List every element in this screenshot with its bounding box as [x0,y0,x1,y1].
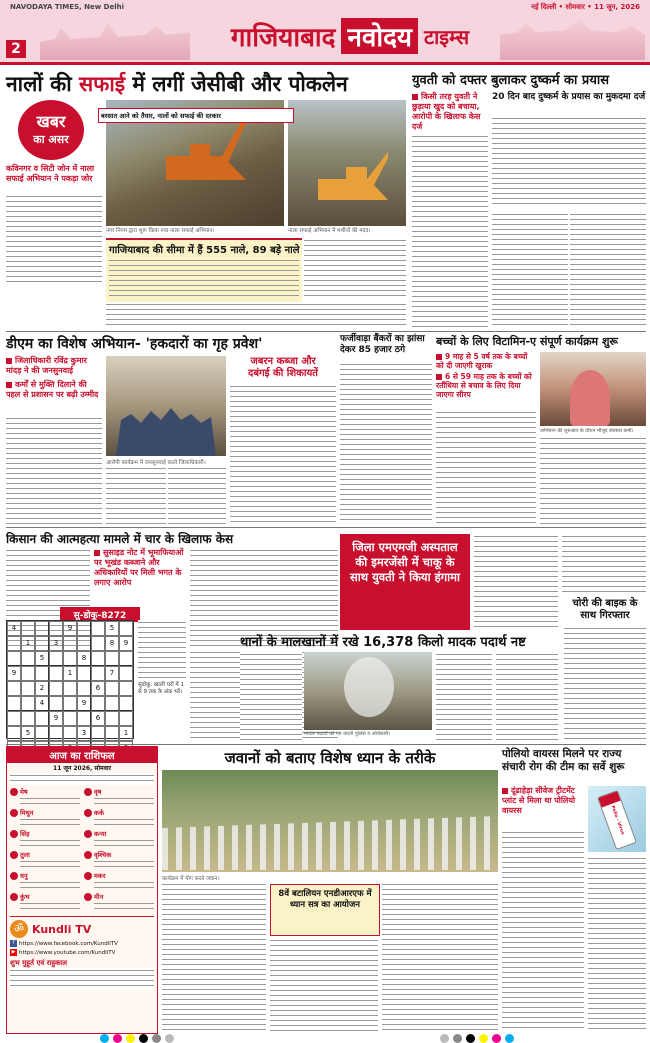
sudoku-cell: 5 [105,621,119,636]
drugs-body-1 [240,652,302,742]
sign-name: मेष [20,788,28,796]
zodiac-icon [10,788,18,796]
sudoku-side-text [138,620,186,680]
sudoku-cell [119,681,133,696]
sign-name: तुला [20,851,30,859]
sudoku-cell [119,666,133,681]
sign-text [20,880,80,890]
muhurat-title: शुभ मुहूर्त एवं राहुकाल [10,959,67,967]
sudoku-cell [35,636,49,651]
sudoku-cell [77,666,91,681]
sudoku-cell [7,696,21,711]
masthead [0,0,650,62]
dm-body-3 [168,466,226,524]
horoscope-sign [84,871,154,890]
sudoku-cell: 3 [49,636,63,651]
sudoku-cell [7,711,21,726]
right-top-headline: युवती को दफ्तर बुलाकर दुष्कर्म का प्रयास [412,73,610,88]
sudoku-cell [21,621,35,636]
sudoku-cell [35,666,49,681]
sign-text [20,817,80,827]
sudoku-cell: 4 [7,621,21,636]
photo-caption-2: नाला सफाई अभियान में मशीनों की मदद। [288,228,371,234]
drugs-headline: थानों के मालखानों में रखे 16,378 किलो मादक पदार्थ नष्ट [240,635,526,650]
sudoku-cell [21,681,35,696]
dm-photo [106,356,226,456]
sudoku-cell [35,711,49,726]
sudoku-cell [49,666,63,681]
zodiac-icon [84,851,92,859]
sudoku-cell: 6 [91,681,105,696]
sign-text [20,859,80,869]
badge-line2: का असर [33,133,69,146]
sudoku-cell: 5 [35,651,49,666]
sudoku-cell [35,726,49,741]
hospital-headline: जिला एमएमजी अस्पताल की इमरजेंसी में चाकू के साथ युवती ने किया हंगामा [350,540,460,584]
horoscope-sign [10,787,80,806]
vitamin-caption: अभियान की शुरुआत के दौरान मौजूद स्वास्थ्य कर्मी। [540,428,634,434]
sudoku-cell [77,621,91,636]
sudoku-cell [119,696,133,711]
sudoku-cell: 3 [77,726,91,741]
sign-name: कुंभ [20,893,30,901]
zodiac-icon [84,809,92,817]
sudoku-cell [77,636,91,651]
bullet-square [412,94,418,100]
sudoku-cell [91,636,105,651]
footer-color-dots [100,1034,174,1043]
right-sub-headline: 20 दिन बाद दुष्कर्म के प्रयास का मुकदमा दर्ज [492,92,646,102]
inset-caption: बरसात आने को तैयार, नालों को सफाई की दरकार [98,108,294,123]
vitamin-body-2 [540,436,646,524]
horoscope-sign [10,850,80,869]
sudoku-cell [119,651,133,666]
vial-label: Polio - Virus [609,805,625,836]
sudoku-cell [49,621,63,636]
lead-body-3 [106,302,406,328]
lead-photo-right [101,100,406,226]
sudoku-cell: 8 [77,651,91,666]
fake-bank-headline: फर्जीवाड़ा बैंकरों का झांसा देकर 85 हजार ठगे [340,334,425,355]
sudoku-cell: 9 [7,666,21,681]
sign-text [94,901,154,911]
bullet-square [436,354,442,360]
drugs-body-2 [436,652,492,742]
sign-name: वृष [94,788,102,796]
ndrf-title: 8वें बटालियन एनडीआरएफ में ध्यान सत्र का आयोजन [278,889,372,910]
sudoku-grid [6,620,134,739]
sudoku-cell [91,621,105,636]
sudoku-cell [63,681,77,696]
dm-body-2 [106,466,166,524]
yoga-rows [162,810,498,870]
zodiac-icon [10,851,18,859]
bullet-square [94,550,100,556]
pokeland-shape [318,140,388,200]
page-number: 2 [6,40,26,58]
bike-headline: चोरी की बाइक के साथ गिरफ्तार [572,598,638,621]
sudoku-cell: 9 [119,636,133,651]
youtube-icon: ▶ [11,949,16,955]
masthead-rule [0,62,650,65]
zodiac-icon [10,872,18,880]
footer-color-dots-right [440,1034,514,1043]
sudoku-cell: 1 [63,666,77,681]
masthead-title [190,14,510,58]
bullet-square [6,358,12,364]
vitamin-bullet-2: 6 से 59 माह तक के बच्चों को रतौंधिया से बचाव के लिए दिया जाएगा सीरप [436,372,532,399]
sudoku-cell [7,726,21,741]
vitamin-bullet-1: 9 माह से 5 वर्ष तक के बच्चों को दी जाएगी खुराक [436,352,528,370]
sudoku-cell [21,666,35,681]
sudoku-cell [77,681,91,696]
sudoku-cell [105,681,119,696]
lead-headline: नालों की सफाई में लगीं जेसीबी और पोकलेन [6,72,348,96]
ndrf-box [270,884,380,936]
sign-name: वृश्चिक [94,851,112,859]
sudoku-cell: 9 [63,621,77,636]
sudoku-cell [105,696,119,711]
farmer-bullet: सुसाइड नोट में भूमाफियाओं पर भूखंड कब्जाने और अधिकारियों पर मिली भगत के लगाए आरोप [94,548,184,587]
bullet-square [436,374,442,380]
sudoku-cell [63,696,77,711]
horoscope-sign [84,829,154,848]
dm-mid-body [230,384,336,524]
box-story-body [109,258,299,298]
soldiers-photo [162,770,498,872]
sudoku-cell [49,651,63,666]
soldiers-headline: जवानों को बताए विशेष ध्यान के तरीके [224,749,436,767]
sudoku-cell [119,621,133,636]
drugs-caption: मादक पदार्थों को नष्ट करती पुलिस व अधिकारी। [304,731,391,737]
sudoku-cell: 5 [21,726,35,741]
polio-bullet: दूंढाहेड़ा सीवेज ट्रीटमेंट प्लांट से मिला था पोलियो वायरस [502,786,576,815]
right-body-1 [412,134,488,328]
horoscope-date: 11 जून 2026, सोमवार [53,765,111,772]
bullet-square [6,382,12,388]
soldiers-body-1 [162,882,266,1032]
polio-photo [588,786,646,852]
sign-text [20,796,80,806]
sign-text [94,859,154,869]
kundli-brand [10,916,154,938]
right-sub-body [492,116,646,206]
box-story [106,238,302,302]
sign-text [94,796,154,806]
photo-caption-1: नगर निगम द्वारा शुरू किया गया नाला सफाई अभियान। [106,228,215,234]
facebook-icon: f [10,940,17,947]
soldiers-caption: कार्यक्रम में योग करते जवान। [162,876,220,882]
sudoku-cell: 1 [119,726,133,741]
right-body-2 [492,212,568,328]
horoscope-sign [10,871,80,890]
sudoku-cell [21,651,35,666]
bullet-square [502,788,508,794]
dm-bullet-2: कर्मों से मुक्ति दिलाने की पहल से प्रशासन पर बढ़ी उम्मीद [6,380,99,399]
sudoku-cell [105,726,119,741]
sudoku-cell: 1 [21,636,35,651]
horoscope-sign [10,808,80,827]
youtube-link[interactable]: ▶ https://www.youtube.com/KundliTV [11,949,116,956]
sign-name: कन्या [94,830,107,838]
zodiac-icon [10,830,18,838]
zodiac-icon [10,809,18,817]
sudoku-cell [91,666,105,681]
horoscope-sign [10,829,80,848]
sudoku-cell: 9 [49,711,63,726]
sudoku-cell: 4 [35,696,49,711]
farmer-headline: किसान की आत्महत्या मामले में चार के खिलाफ केस [6,532,234,546]
zodiac-icon [84,872,92,880]
lead-body [6,194,102,284]
zodiac-icon [84,830,92,838]
sudoku-cell [7,636,21,651]
sudoku-cell [49,696,63,711]
soldiers-body-2 [270,938,378,1032]
people-shape [116,396,216,456]
muhurat-body [10,968,154,990]
zodiac-icon [84,893,92,901]
sign-name: मकर [94,872,106,880]
sign-name: मीन [94,893,104,901]
sudoku-cell [7,681,21,696]
khabar-badge [18,100,84,160]
sudoku-instruction: सुडोकू: खाली घरों में 1 से 9 तक के अंक भरें। [138,682,184,695]
child-shape [570,370,610,426]
drugs-photo [304,652,432,730]
excavator-shape [166,120,246,180]
vitamin-body-1 [436,410,536,524]
sudoku-cell: 9 [77,696,91,711]
sudoku-cell [21,711,35,726]
horoscope-lines [10,773,154,785]
sudoku-cell: 6 [91,711,105,726]
sudoku-cell [63,651,77,666]
om-icon: ॐ [10,920,28,938]
horoscope-signs [7,785,157,913]
horoscope-panel [6,746,158,1034]
sudoku-cell: 7 [105,666,119,681]
hospital-body-1 [474,534,558,630]
sign-name: सिंह [20,830,30,838]
dm-photo-caption: आरोपी कार्यक्रम में जनसुनवाई करते जिलाधिकारी। [106,460,206,466]
lead-body-2 [304,238,406,300]
bike-body [564,626,646,742]
brand-name: Kundli TV [32,922,92,936]
horoscope-sign [84,808,154,827]
vitamin-photo [540,352,646,426]
dm-bullet-1: जिलाधिकारी रविंद्र कुमार मांदड़ ने की जनसुनवाई [6,356,87,375]
hospital-box [340,534,470,630]
vitamin-headline: बच्चों के लिए विटामिन-ए संपूर्ण कार्यक्रम शुरू [436,335,618,348]
box-story-headline: गाजियाबाद की सीमा में हैं 555 नाले, 89 बड़े नाले [109,245,300,256]
hospital-body-2 [562,534,646,594]
edition-label: NAVODAYA TIMES, New Delhi [10,3,124,11]
sudoku-cell [91,726,105,741]
polio-body-1 [502,830,584,1032]
sign-name: कर्क [94,809,104,817]
sign-name: मिथुन [20,809,34,817]
sudoku-cell: 2 [35,681,49,696]
sudoku-label: सु-डोकू-8272 [60,607,140,622]
sudoku-cell [35,621,49,636]
date-line: नई दिल्ली • सोमवार • 11 जून, 2026 [531,3,640,11]
right-body-3 [570,212,646,328]
horoscope-sign [84,892,154,911]
dm-mid-headline: जबरन कब्जा और दबंगई की शिकायतें [248,356,318,379]
zodiac-icon [10,893,18,901]
sudoku-cell [77,711,91,726]
soldiers-body-3 [382,882,498,1032]
sudoku-cell [119,711,133,726]
horoscope-title: आज का राशिफल [7,747,157,763]
dm-body-1 [6,416,102,524]
sudoku-cell [63,636,77,651]
sign-text [20,838,80,848]
sudoku-cell [91,651,105,666]
masthead-brand: नवोदय [341,18,418,54]
smoke-shape [344,657,394,717]
masthead-city: गाजियाबाद [230,23,336,53]
sudoku-cell [21,696,35,711]
badge-line1: खबर [36,112,66,131]
polio-headline: पोलियो वायरस मिलने पर राज्य संचारी रोग की टीम का सर्वे शुरू [502,748,625,773]
sign-text [94,838,154,848]
sudoku-cell [63,726,77,741]
vial-icon [597,790,637,850]
masthead-suffix: टाइम्स [424,24,470,49]
polio-body-2 [588,856,646,1032]
sudoku-cell: 8 [105,636,119,651]
horoscope-sign [84,787,154,806]
sign-text [20,901,80,911]
sudoku-cell [7,651,21,666]
zodiac-icon [84,788,92,796]
dm-headline: डीएम का विशेष अभियान- 'हकदारों का गृह प्रवेश' [6,336,263,352]
divider-3 [6,744,646,745]
horoscope-sign [10,892,80,911]
lead-kicker: कविनगर व सिटी जोन में नाला सफाई अभियान ने पकड़ा जोर [6,164,95,183]
horoscope-sign [84,850,154,869]
facebook-link[interactable]: f https://www.facebook.com/KundliTV [10,940,154,947]
sudoku-cell [91,696,105,711]
sign-name: धनु [20,872,28,880]
skyline-left [40,14,190,60]
divider-1 [6,331,646,332]
sudoku-cell [49,681,63,696]
sudoku-cell [49,726,63,741]
sudoku-cell [105,711,119,726]
divider-2 [6,527,646,528]
right-sub-bullet: किसी तरह युवती ने छुड़ाया खुद को बचाया, आरोपी के खिलाफ केस दर्ज [412,92,481,131]
fake-bank-body [340,362,432,524]
vial-cap [598,791,620,807]
sudoku-cell [105,651,119,666]
skyline-right [500,14,645,60]
sudoku-cell [63,711,77,726]
sign-text [94,880,154,890]
drugs-body-3 [496,652,558,742]
sign-text [94,817,154,827]
